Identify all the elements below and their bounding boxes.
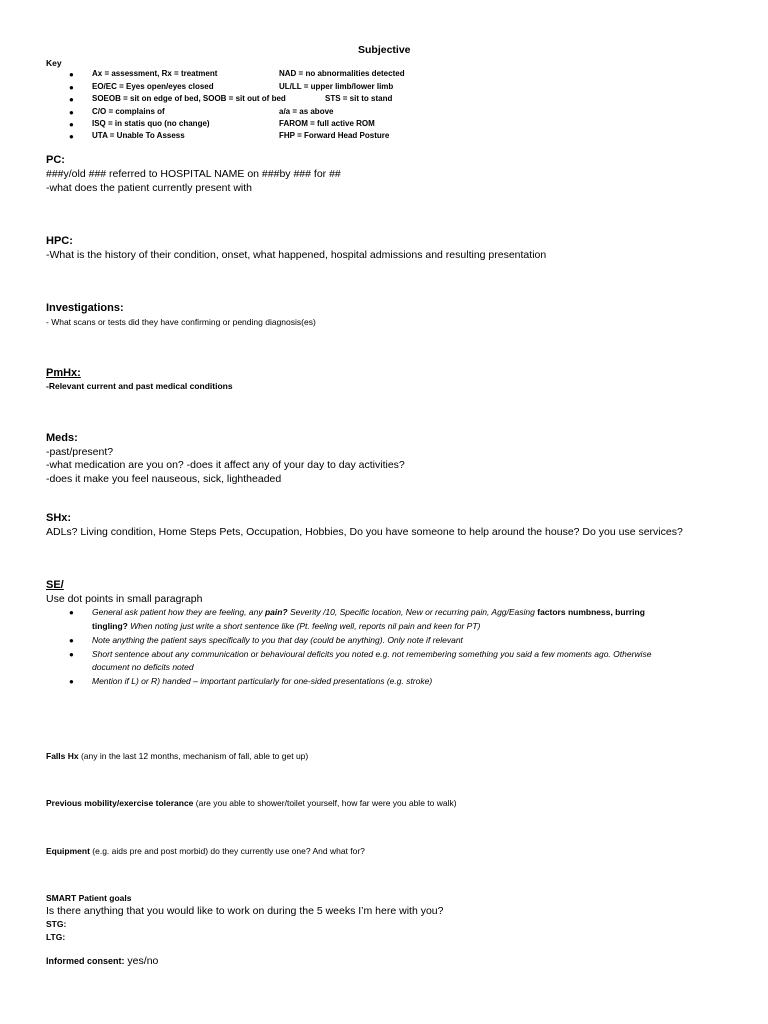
key-item-left: Ax = assessment, Rx = treatment	[92, 69, 218, 78]
mobility-text: (are you able to shower/toilet yourself, how far were you able to walk)	[193, 798, 457, 808]
bullet-icon: ●	[69, 120, 74, 129]
consent-heading: Informed consent:	[46, 956, 125, 966]
bullet-icon: ●	[69, 108, 74, 117]
se-bullet-1-bold-2: tingling?	[92, 621, 128, 631]
key-item-left: EO/EC = Eyes open/eyes closed	[92, 82, 214, 91]
key-item-left: SOEOB = sit on edge of bed, SOOB = sit out of bed	[92, 94, 286, 103]
bullet-icon: ●	[69, 608, 74, 617]
key-item-right: STS = sit to stand	[325, 94, 393, 103]
falls-text: (any in the last 12 months, mechanism of fall, able to get up)	[78, 751, 309, 761]
pc-line-2: -what does the patient currently present with	[46, 182, 253, 194]
se-bullet-4: Mention if L) or R) handed – important particularly for one-sided presentations (e.g. stroke)	[92, 676, 433, 686]
bullet-icon: ●	[69, 83, 74, 92]
key-item-right: FHP = Forward Head Posture	[279, 131, 390, 140]
pmhx-line-1: -Relevant current and past medical conditions	[46, 381, 233, 391]
se-heading: SE/	[46, 579, 64, 591]
se-bullet-1-bold: factors numbness, burring	[537, 607, 645, 617]
mobility-heading: Previous mobility/exercise tolerance	[46, 798, 194, 808]
key-item-left: UTA = Unable To Assess	[92, 131, 185, 140]
key-item-right: FAROM = full active ROM	[279, 119, 375, 128]
se-bullet-1-post: When noting just write a short sentence like (Pt. feeling well, reports nil pain and keen for PT)	[127, 621, 481, 631]
meds-heading: Meds:	[46, 432, 78, 444]
key-item-right: UL/LL = upper limb/lower limb	[279, 82, 394, 91]
equipment-heading: Equipment	[46, 846, 90, 856]
meds-line-1: -past/present?	[46, 446, 114, 458]
smart-heading: SMART Patient goals	[46, 893, 132, 903]
investigations-heading: Investigations:	[46, 302, 124, 314]
page-title: Subjective	[358, 44, 411, 56]
equipment-line	[46, 846, 365, 856]
se-bullet-1-text: General ask patient how they are feeling, any	[92, 607, 265, 617]
investigations-line-1: - What scans or tests did they have confirming or pending diagnosis(es)	[46, 317, 316, 327]
equipment-text: (e.g. aids pre and post morbid) do they currently use one? And what for?	[89, 846, 365, 856]
bullet-icon: ●	[69, 132, 74, 141]
pc-heading: PC:	[46, 154, 65, 166]
hpc-line-1: -What is the history of their condition, onset, what happened, hospital admissions and resulting presentation	[46, 249, 547, 261]
se-intro: Use dot points in small paragraph	[46, 593, 203, 605]
bullet-icon: ●	[69, 677, 74, 686]
consent-line	[46, 955, 158, 967]
meds-line-3: -does it make you feel nauseous, sick, lightheaded	[46, 473, 282, 485]
key-item-right: a/a = as above	[279, 107, 334, 116]
consent-value: yes/no	[124, 955, 159, 967]
meds-line-2: -what medication are you on? -does it affect any of your day to day activities?	[46, 459, 405, 471]
se-bullet-1-pain: pain?	[264, 607, 288, 617]
key-item-left: ISQ = in statis quo (no change)	[92, 119, 210, 128]
bullet-icon: ●	[69, 95, 74, 104]
se-bullet-3-line-1: Short sentence about any communication or behavioural deficits you noted e.g. not remembering something you said a few moments ago. Otherwise	[92, 649, 652, 659]
hpc-heading: HPC:	[46, 235, 73, 247]
key-item-left: C/O = complains of	[92, 107, 165, 116]
falls-line	[46, 751, 308, 761]
falls-heading: Falls Hx	[46, 751, 79, 761]
se-bullet-2: Note anything the patient says specifically to you that day (could be anything). Only note if relevant	[92, 635, 463, 645]
se-bullet-3-line-2: document no deficits noted	[92, 662, 194, 672]
shx-heading: SHx:	[46, 512, 72, 524]
bullet-icon: ●	[69, 636, 74, 645]
ltg-label: LTG:	[46, 932, 66, 942]
se-bullet-1-line-2	[92, 621, 480, 631]
se-bullet-1-line-1	[92, 607, 645, 617]
shx-line-1: ADLs? Living condition, Home Steps Pets, Occupation, Hobbies, Do you have someone to help around the house? Do you use services?	[46, 526, 683, 538]
key-label: Key	[46, 58, 62, 68]
pmhx-heading: PmHx:	[46, 367, 81, 379]
se-bullet-1-mid: Severity /10, Specific location, New or recurring pain, Agg/Easing	[287, 607, 538, 617]
mobility-line	[46, 798, 457, 808]
stg-label: STG:	[46, 919, 67, 929]
key-item-right: NAD = no abnormalities detected	[279, 69, 405, 78]
bullet-icon: ●	[69, 650, 74, 659]
pc-line-1: ###y/old ### referred to HOSPITAL NAME on ###by ### for ##	[46, 168, 341, 180]
smart-question: Is there anything that you would like to work on during the 5 weeks I’m here with you?	[46, 905, 444, 917]
bullet-icon: ●	[69, 70, 74, 79]
